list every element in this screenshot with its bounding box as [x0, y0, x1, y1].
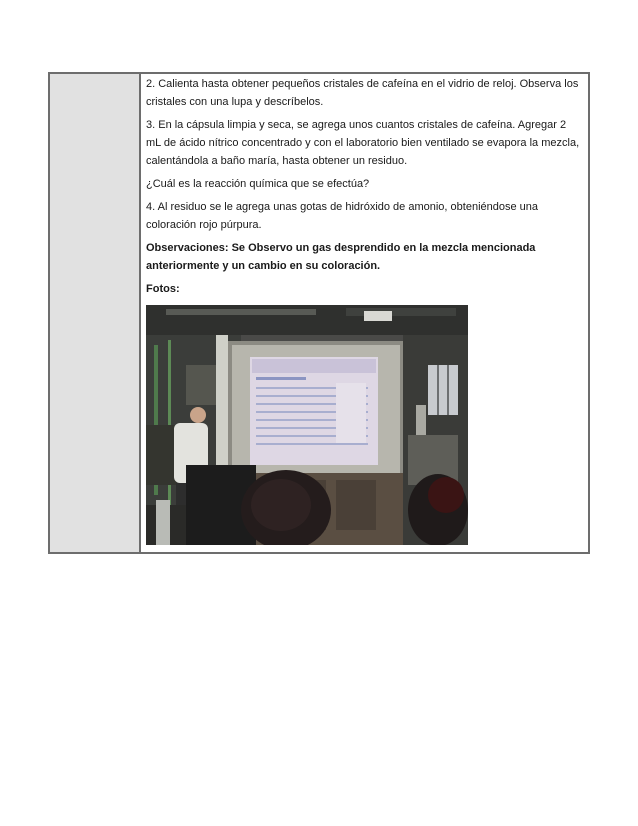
observations-paragraph: Observaciones: Se Observo un gas desprendido en la mezcla mencionada anteriormente y un cambio en su coloración.: [146, 242, 536, 272]
document-table: [48, 72, 590, 554]
question-paragraph: ¿Cuál es la reacción química que se efectúa?: [146, 178, 370, 190]
step-4-paragraph: 4. Al residuo se le agrega unas gotas de hidróxido de amonio, obteniéndose una coloración rojo púrpura.: [146, 201, 539, 231]
step-2-paragraph: 2. Calienta hasta obtener pequeños cristales de cafeína en el vidrio de reloj. Observa los cristales con una lupa y descríbelos.: [146, 78, 579, 108]
step-3-paragraph: 3. En la cápsula limpia y seca, se agrega unos cuantos cristales de cafeína. Agregar 2 mL de ácido nítrico concentrado y con el laboratorio bien ventilado se evapora la mezcla, calentándola a baño maría, hasta obtener un residuo.: [146, 119, 580, 167]
photos-label: Fotos:: [146, 283, 180, 295]
left-gray-column: [50, 74, 141, 552]
lab-presentation-photo: [146, 305, 468, 545]
content-cell: [141, 74, 588, 552]
